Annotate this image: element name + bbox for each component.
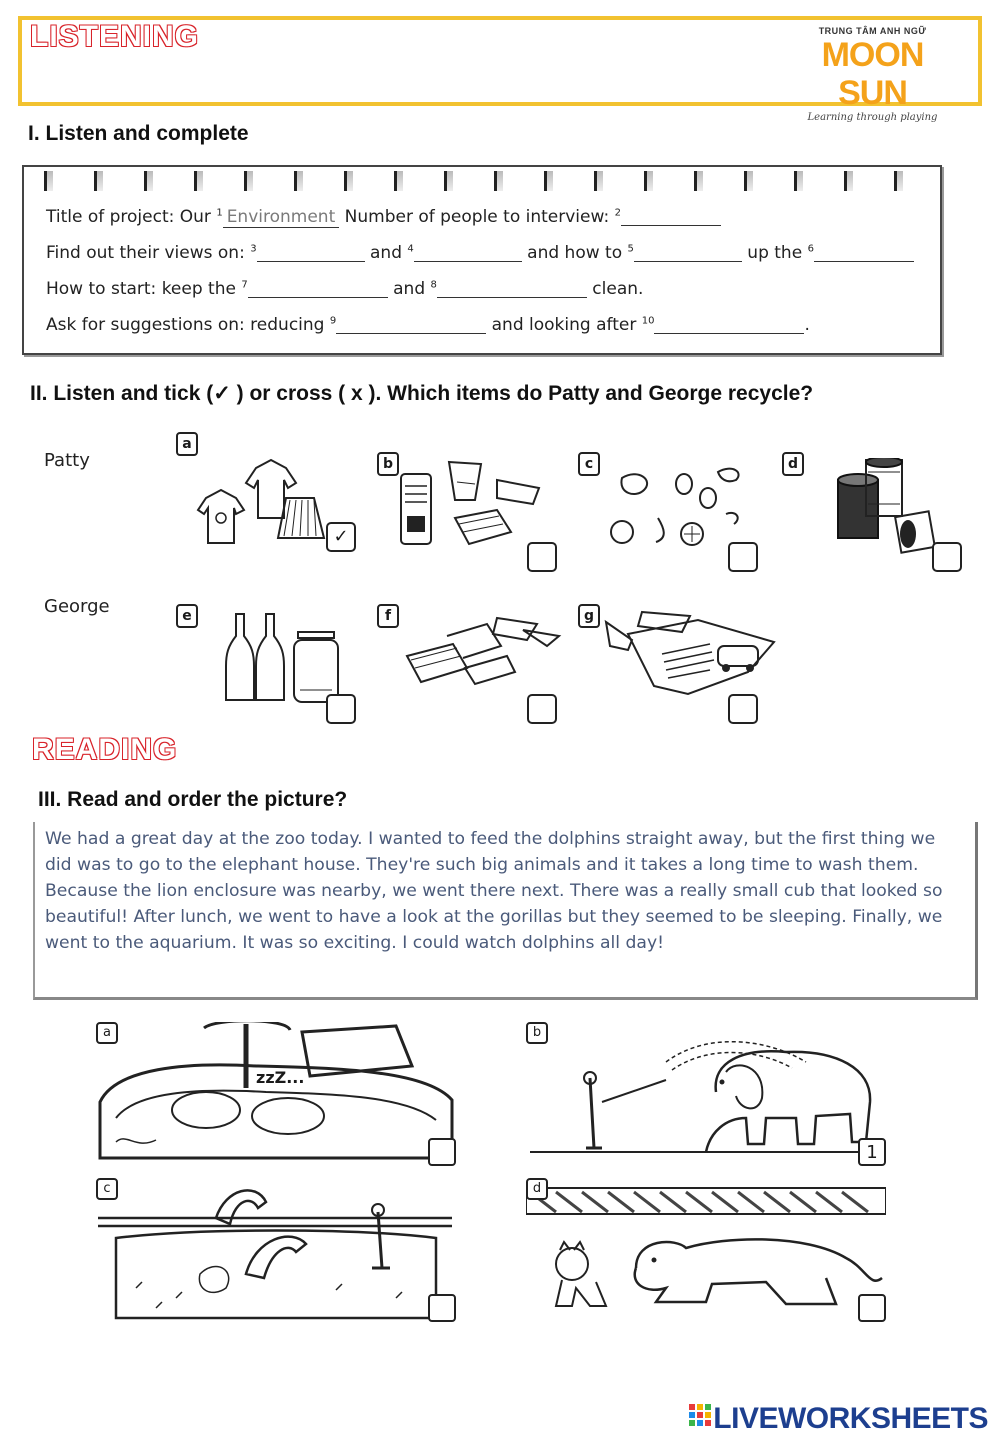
patty-label: Patty bbox=[44, 450, 90, 471]
picture-d bbox=[526, 1178, 886, 1328]
liveworksheets-text: LIVEWORKSHEETS bbox=[713, 1402, 988, 1435]
notepad-holes bbox=[44, 171, 924, 193]
note-line-2: Find out their views on: $^3$ and $^4$ and how to $^5$ up the $^6$ bbox=[46, 243, 914, 263]
tick-box-e[interactable] bbox=[326, 694, 356, 724]
logo-tagline: Learning through playing bbox=[807, 112, 938, 123]
answer-field-9[interactable] bbox=[336, 316, 486, 334]
sleeping-gorillas-illustration bbox=[96, 1022, 456, 1172]
clothes-icon bbox=[196, 438, 326, 548]
notepad bbox=[22, 165, 942, 355]
tin-cans-icon bbox=[802, 458, 942, 558]
recycle-item-c bbox=[578, 452, 758, 572]
item-letter: d bbox=[782, 452, 804, 476]
tick-box-b[interactable] bbox=[527, 542, 557, 572]
item-letter: c bbox=[578, 452, 600, 476]
note-line-4: Ask for suggestions on: reducing $^9$ and looking after $^{10}$ . bbox=[46, 315, 810, 335]
part2-heading: II. Listen and tick (✓ ) or cross ( x ). Which items do Patty and George recycle? bbox=[30, 382, 814, 405]
logo-brand: MOON SUN bbox=[821, 36, 924, 112]
item-letter: b bbox=[377, 452, 399, 476]
answer-field-6[interactable] bbox=[814, 244, 914, 262]
tick-box-c[interactable] bbox=[728, 542, 758, 572]
order-box-c[interactable] bbox=[428, 1294, 456, 1322]
recycle-item-f bbox=[377, 604, 557, 724]
tick-box-a[interactable]: ✓ bbox=[326, 522, 356, 552]
answer-field-4[interactable] bbox=[414, 244, 522, 262]
dolphin-pool-illustration bbox=[96, 1178, 456, 1328]
reading-title: READING bbox=[32, 733, 178, 766]
answer-field-10[interactable] bbox=[654, 316, 804, 334]
picture-b bbox=[526, 1022, 886, 1172]
note-line-3: How to start: keep the $^7$ and $^8$ clean. bbox=[46, 279, 644, 299]
part3-heading: III. Read and order the picture? bbox=[38, 788, 348, 811]
tick-box-g[interactable] bbox=[728, 694, 758, 724]
lion-and-cub-illustration bbox=[526, 1178, 886, 1328]
answer-field-5[interactable] bbox=[634, 244, 742, 262]
item-letter: g bbox=[578, 604, 600, 628]
glass-bottles-icon bbox=[196, 610, 346, 710]
recycle-item-g bbox=[578, 604, 758, 724]
logo-top-text: TRUNG TÂM ANH NGỮ bbox=[818, 26, 927, 36]
recycle-item-d bbox=[782, 452, 962, 572]
item-letter: b bbox=[526, 1022, 548, 1044]
answer-field-1[interactable]: Environment bbox=[223, 207, 340, 228]
order-box-a[interactable] bbox=[428, 1138, 456, 1166]
answer-field-3[interactable] bbox=[257, 244, 365, 262]
elephant-washing-illustration bbox=[526, 1022, 886, 1172]
recycle-item-b bbox=[377, 452, 557, 572]
picture-c bbox=[96, 1178, 456, 1328]
listening-title: LISTENING bbox=[30, 20, 200, 53]
item-letter: e bbox=[176, 604, 198, 628]
item-letter: d bbox=[526, 1178, 548, 1200]
answer-field-2[interactable] bbox=[621, 208, 721, 226]
recycle-item-e bbox=[176, 604, 356, 724]
picture-a bbox=[96, 1022, 456, 1172]
reading-passage: We had a great day at the zoo today. I wanted to feed the dolphins straight away, but the first thing we did was to go to the elephant house. They're such big animals and it takes a long time to wash them. Because the lion enclosure was nearby, we went there next. There was a really small cub that looked so beautiful! After lunch, we went to have a look at the gorillas but they seemed to be sleeping. Finally, we went to the aquarium. It was so exciting. I could watch dolphins all day! bbox=[45, 829, 943, 953]
item-letter: f bbox=[377, 604, 399, 628]
sleep-text: zzZ... bbox=[256, 1068, 305, 1087]
item-letter: c bbox=[96, 1178, 118, 1200]
recycle-item-a bbox=[176, 432, 356, 552]
liveworksheets-logo bbox=[689, 1402, 988, 1436]
tick-box-f[interactable] bbox=[527, 694, 557, 724]
order-box-d[interactable] bbox=[858, 1294, 886, 1322]
liveworksheets-icon bbox=[689, 1404, 711, 1432]
george-label: George bbox=[44, 596, 110, 617]
item-letter: a bbox=[176, 432, 198, 456]
answer-field-8[interactable] bbox=[437, 280, 587, 298]
tick-box-d[interactable] bbox=[932, 542, 962, 572]
brand-logo bbox=[785, 26, 960, 123]
note-line-1: Title of project: Our $^1$ Environment Number of people to interview: $^2$ bbox=[46, 207, 721, 228]
answer-field-7[interactable] bbox=[248, 280, 388, 298]
part1-heading: I. Listen and complete bbox=[28, 122, 249, 145]
item-letter: a bbox=[96, 1022, 118, 1044]
reading-passage-box bbox=[33, 822, 978, 1000]
order-box-b[interactable]: 1 bbox=[858, 1138, 886, 1166]
